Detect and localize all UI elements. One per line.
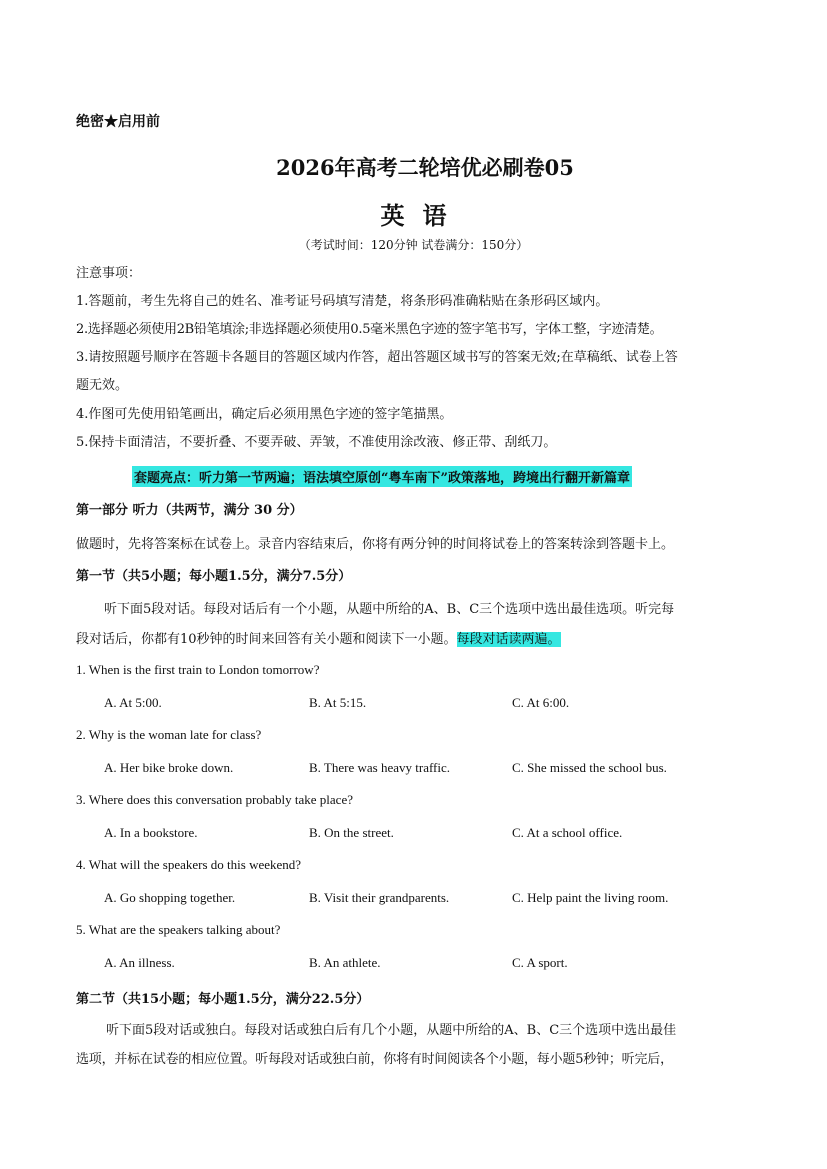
notice-item-4: 4.作图可先使用铅笔画出，确定后必须用黑色字迹的签字笔描黑。 (76, 407, 453, 422)
question-3-stem: 3. Where does this conversation probably take place? (76, 792, 353, 807)
notice-heading: 注意事项： (76, 266, 142, 281)
part1-heading: 第一部分 听力（共两节，满分 30 分） (76, 503, 303, 518)
notice-item-5: 5.保持卡面清洁，不要折叠、不要弄破、弄皱，不准使用涂改液、修正带、刮纸刀。 (76, 435, 557, 450)
notice-item-1: 1.答题前，考生先将自己的姓名、准考证号码填写清楚，将条形码准确粘贴在条形码区域内。 (76, 294, 609, 309)
subject-title: 英语 (380, 201, 465, 230)
highlight-banner: 套题亮点：听力第一节两遍；语法填空原创“粤车南下”政策落地，跨境出行翻开新篇章 (132, 466, 632, 487)
question-4-option-a: A. Go shopping together. (104, 890, 236, 905)
question-2-stem: 2. Why is the woman late for class? (76, 727, 262, 742)
notice-item-3: 3.请按照题号顺序在答题卡各题目的答题区域内作答，超出答题区域书写的答案无效;在草稿纸、试卷上答 (76, 350, 678, 365)
section1-heading: 第一节（共5小题；每小题1.5分，满分7.5分） (76, 569, 352, 584)
section1-intro-highlight: 每段对话读两遍。 (456, 632, 561, 647)
question-4-option-c: C. Help paint the living room. (512, 890, 669, 905)
question-5-stem: 5. What are the speakers talking about? (76, 922, 281, 937)
section1-intro-line2 (76, 628, 561, 647)
question-1-stem: 1. When is the first train to London tomorrow? (76, 662, 320, 677)
notice-item-2: 2.选择题必须使用2B铅笔填涂;非选择题必须使用0.5毫米黑色字迹的签字笔书写，字体工整，字迹清楚。 (76, 322, 663, 337)
question-4-option-b: B. Visit their grandparents. (309, 890, 450, 905)
question-1-option-b: B. At 5:15. (309, 695, 367, 710)
part1-instruction: 做题时，先将答案标在试卷上。录音内容结束后，你将有两分钟的时间将试卷上的答案转涂到答题卡上。 (76, 537, 675, 552)
question-3-option-c: C. At a school office. (512, 825, 623, 840)
secret-label: 绝密★启用前 (76, 114, 160, 130)
question-2-option-a: A. Her bike broke down. (104, 760, 234, 775)
section2-heading: 第二节（共15小题；每小题1.5分，满分22.5分） (76, 992, 370, 1007)
question-3-option-b: B. On the street. (309, 825, 394, 840)
question-5-option-c: C. A sport. (512, 955, 568, 970)
question-2-option-b: B. There was heavy traffic. (309, 760, 451, 775)
exam-title: 2026年高考二轮培优必刷卷05 (276, 155, 574, 180)
question-4-stem: 4. What will the speakers do this weekend? (76, 857, 302, 872)
section2-intro-line2: 选项，并标在试卷的相应位置。听每段对话或独白前，你将有时间阅读各个小题，每小题5秒钟；听完后， (76, 1052, 673, 1067)
section1-intro-line1: 听下面5段对话。每段对话后有一个小题，从题中所给的A、B、C三个选项中选出最佳选项。听完每 (104, 602, 675, 617)
question-1-option-c: C. At 6:00. (512, 695, 570, 710)
question-2-option-c: C. She missed the school bus. (512, 760, 667, 775)
section1-intro-text: 段对话后，你都有10秒钟的时间来回答有关小题和阅读下一小题。 (76, 632, 457, 647)
question-5-option-a: A. An illness. (104, 955, 175, 970)
exam-info: （考试时间：120分钟 试卷满分：150分） (298, 238, 529, 252)
question-1-option-a: A. At 5:00. (104, 695, 162, 710)
notice-item-3-cont: 题无效。 (76, 378, 129, 393)
section2-intro-line1: 听下面5段对话或独白。每段对话或独白后有几个小题，从题中所给的A、B、C三个选项中选出最佳 (106, 1023, 677, 1038)
question-3-option-a: A. In a bookstore. (104, 825, 198, 840)
question-5-option-b: B. An athlete. (309, 955, 381, 970)
